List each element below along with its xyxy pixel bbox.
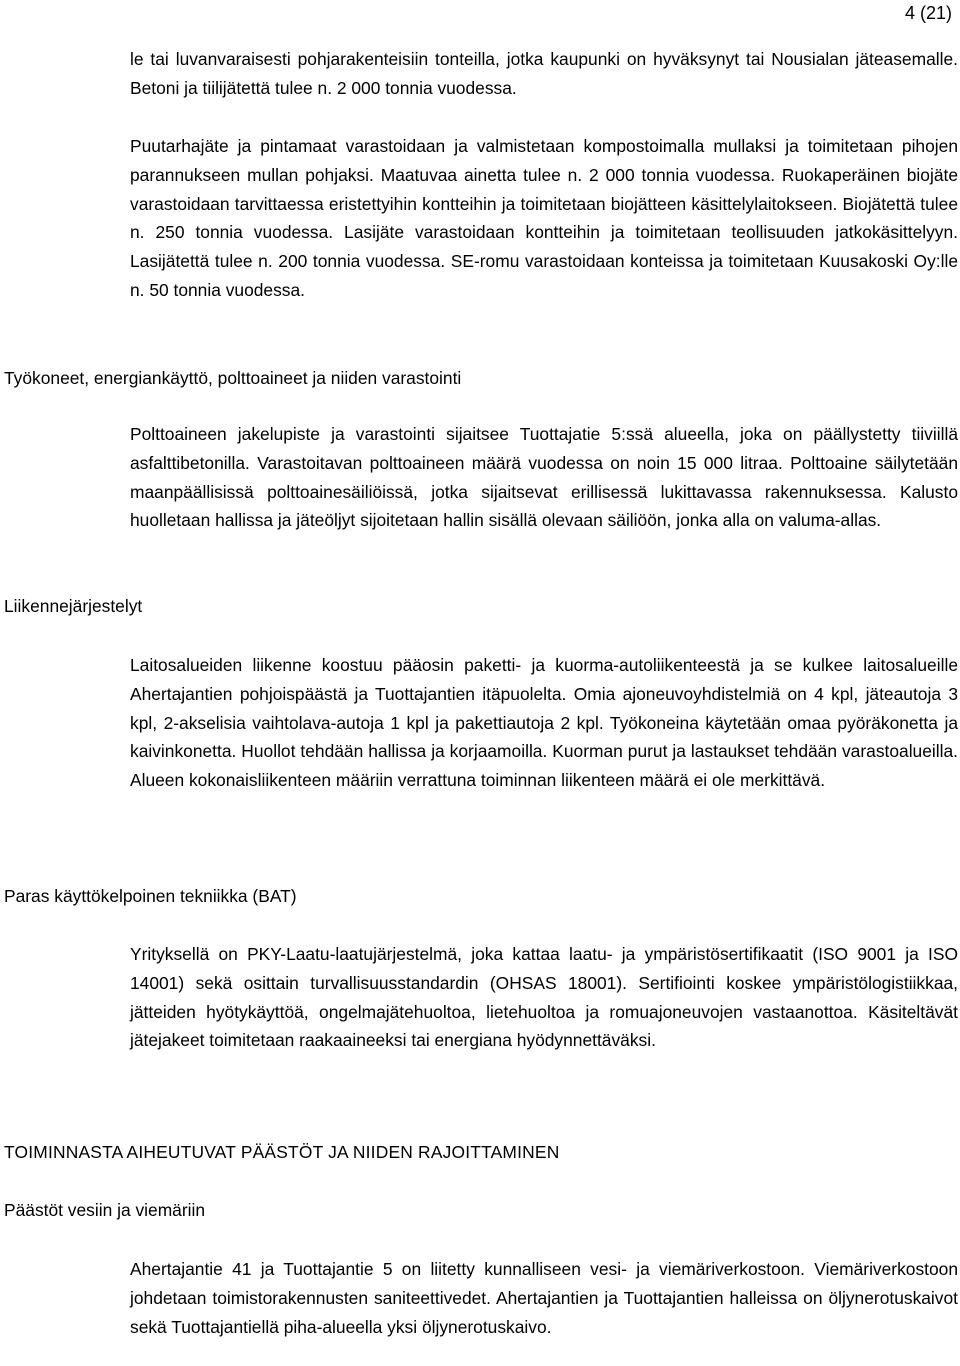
fuel-paragraph: Polttoaineen jakelupiste ja varastointi sijaitsee Tuottajatie 5:ssä alueella, joka on päällystetty tiiviillä asfalttibetonilla. Varastoitavan polttoaineen määrä vuodessa on noin 15 000 litraa. Polttoaine säilytetään maanpäällisissä polttoainesäiliöissä, jotka sijaitsevat erillisessä lukittavassa rakennuksessa. Kalusto huolletaan hallissa ja jäteöljyt sijoitetaan hallin sisällä olevaan säiliöön, jonka alla on valuma-allas. <box>130 424 958 531</box>
bat-paragraph: Yrityksellä on PKY-Laatu-laatujärjestelmä, joka kattaa laatu- ja ympäristösertifikaatit (ISO 9001 ja ISO 14001) sekä osittain turvallisuusstandardin (OHSAS 18001). Sertifiointi koskee ympäristölogistiikkaa, jätteiden hyötykäyttöä, ongelmajätehuoltoa, lietehuoltoa ja romuajoneuvojen vastaanottoa. Käsiteltävät jätejakeet toimitetaan raakaaineeksi tai energiana hyödynnettäväksi. <box>130 944 958 1051</box>
water-paragraph: Ahertajantie 41 ja Tuottajantie 5 on liitetty kunnalliseen vesi- ja viemäriverkostoon. Viemäriverkostoon johdetaan toimistorakennusten saniteettivedet. Ahertajantien ja Tuottajantien halleissa on öljynerotuskaivot sekä Tuottajantiellä piha-alueella yksi öljynerotuskaivo. <box>130 1259 958 1337</box>
page-number: 4 (21) <box>904 3 952 23</box>
traffic-heading: Liikennejärjestelyt <box>4 596 143 616</box>
garden-waste-paragraph: Puutarhajäte ja pintamaat varastoidaan ja valmistetaan kompostoimalla mullaksi ja toimitetaan pihojen parannukseen mullan pohjaksi. Maatuvaa ainetta tulee n. 2 000 tonnia vuodessa. Ruokaperäinen biojäte varastoidaan tarvittaessa eristettyihin kontteihin ja toimitetaan biojätteen käsittelylaitokseen. Biojätettä tulee n. 250 tonnia vuodessa. Lasijäte varastoidaan kontteihin ja toimitetaan teollisuuden jatkokäsittelyyn. Lasijätettä tulee n. 200 tonnia vuodessa. SE-romu varastoidaan konteissa ja toimitetaan Kuusakoski Oy:lle n. 50 tonnia vuodessa. <box>130 136 958 300</box>
bat-heading: Paras käyttökelpoinen tekniikka (BAT) <box>4 886 297 906</box>
emissions-heading: TOIMINNASTA AIHEUTUVAT PÄÄSTÖT JA NIIDEN RAJOITTAMINEN <box>4 1142 560 1162</box>
intro-paragraph: le tai luvanvaraisesti pohjarakenteisiin tonteilla, jotka kaupunki on hyväksynyt tai Nousialan jäteasemalle. Betoni ja tiilijätettä tulee n. 2 000 tonnia vuodessa. <box>130 49 958 98</box>
water-heading: Päästöt vesiin ja viemäriin <box>4 1200 206 1220</box>
traffic-paragraph: Laitosalueiden liikenne koostuu pääosin paketti- ja kuorma-autoliikenteestä ja se kulkee laitosalueille Ahertajantien pohjoispäästä ja Tuottajantien itäpuolelta. Omia ajoneuvoyhdistelmiä on 4 kpl, jäteautoja 3 kpl, 2-akselisia vaihtolava-autoja 1 kpl ja pakettiautoja 2 kpl. Työkoneina käytetään omaa pyöräkonetta ja kaivinkonetta. Huollot tehdään hallissa ja korjaamoilla. Kuorman purut ja lastaukset tehdään varastoalueilla. Alueen kokonaisliikenteen määriin verrattuna toiminnan liikenteen määrä ei ole merkittävä. <box>130 655 958 791</box>
machinery-heading: Työkoneet, energiankäyttö, polttoaineet ja niiden varastointi <box>4 368 462 388</box>
